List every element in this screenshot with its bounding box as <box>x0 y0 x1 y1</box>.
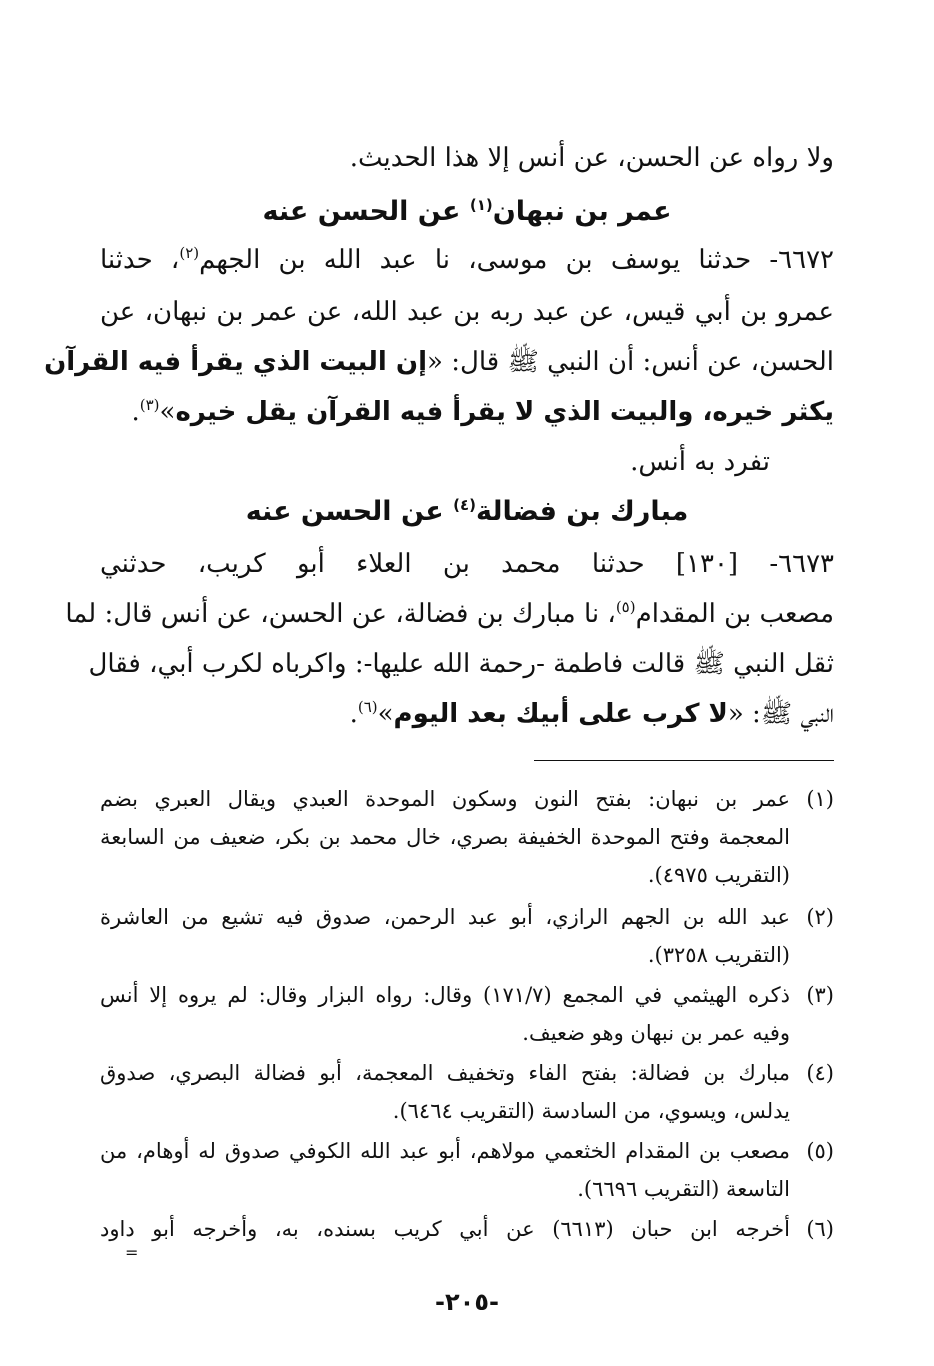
continuation-mark: = <box>125 1243 139 1262</box>
footnote-5 <box>100 1132 834 1208</box>
quote-close: » <box>377 699 394 729</box>
footnote-1 <box>100 780 834 894</box>
footnote-ref: (٣) <box>139 396 160 414</box>
footnote-separator <box>534 760 834 761</box>
footnote-number: (٤) <box>806 1061 834 1085</box>
footnote-4 <box>100 1054 834 1130</box>
text-segment: . <box>131 397 140 427</box>
text-segment: . <box>349 699 358 729</box>
text-line <box>100 390 834 434</box>
footnote-ref: (١) <box>469 196 493 214</box>
text-line <box>100 440 834 484</box>
footnote-line: التاسعة (التقريب ٦٦٩٦). <box>577 1177 790 1201</box>
text-segment: ، نا مبارك بن فضالة، عن الحسن، عن أنس قال: لما <box>65 599 616 629</box>
footnote-line: وفيه عمر بن نبهان وهو ضعيف. <box>522 1021 790 1045</box>
text-line <box>88 642 834 686</box>
footnote-ref: (٦) <box>357 698 378 716</box>
hadith-text-bold: يكثر خيره، والبيت الذي لا يقرأ فيه القرآن يقل خيره <box>175 397 834 427</box>
text-segment: ، حدثنا <box>100 245 180 275</box>
text-segment: عمرو بن أبي قيس، عن عبد ربه بن عبد الله، عن عمر بن نبهان، عن <box>100 297 834 327</box>
text-segment: الحسن، عن أنس: أن النبي ﷺ قال: « <box>427 347 834 377</box>
footnote-number: (٦) <box>806 1217 834 1241</box>
text-line <box>100 238 834 282</box>
footnote-line: عمر بن نبهان: بفتح النون وسكون الموحدة العبدي ويقال العبري بضم <box>100 787 790 811</box>
footnote-number: (١) <box>806 787 834 811</box>
text-line <box>100 136 834 180</box>
footnote-2 <box>100 898 834 974</box>
page-number: -٢٠٥- <box>435 1288 499 1316</box>
section-heading-omar-bin-nabhan <box>100 190 834 234</box>
footnote-ref: (٥) <box>615 598 636 616</box>
heading-text-after: عن الحسن عنه <box>245 496 454 527</box>
text-line <box>100 692 834 736</box>
text-line-content: ولا رواه عن الحسن، عن أنس إلا هذا الحديث. <box>349 143 834 173</box>
footnote-ref: (٤) <box>453 496 476 514</box>
hadith-text-bold: إن البيت الذي يقرأ فيه القرآن <box>44 347 428 377</box>
footnote-line: يدلس، ويسوي، من السادسة (التقريب ٦٤٦٤). <box>392 1099 790 1123</box>
quote-close: » <box>159 397 176 427</box>
section-heading-mubarak-bin-fadala <box>100 490 834 534</box>
footnote-line: (التقريب ٤٩٧٥). <box>647 863 790 887</box>
footnote-number: (٢) <box>806 905 834 929</box>
text-line <box>65 592 834 636</box>
text-segment: تفرد به أنس. <box>630 447 770 477</box>
footnote-6 <box>100 1210 834 1248</box>
text-segment: ٦٦٧٢- حدثنا يوسف بن موسى، نا عبد الله بن الجهم <box>199 245 834 275</box>
footnote-line: ذكره الهيثمي في المجمع (١٧١/٧) وقال: رواه البزار وقال: لم يروه إلا أنس <box>100 983 790 1007</box>
text-line <box>100 542 834 586</box>
footnote-line: أخرجه ابن حبان (٦٦١٣) عن أبي كريب بسنده، به، وأخرجه أبو داود <box>100 1217 790 1241</box>
text-segment: ٦٦٧٣- [١٣٠] حدثنا محمد بن العلاء أبو كريب، حدثني <box>100 549 835 579</box>
hadith-text-bold: لا كرب على أبيك بعد اليوم <box>393 699 728 729</box>
footnote-line: (التقريب ٣٢٥٨). <box>647 943 790 967</box>
text-line <box>100 290 834 334</box>
footnote-line: المعجمة وفتح الموحدة الخفيفة بصري، خال محمد بن بكر، ضعيف من السابعة <box>100 825 790 849</box>
heading-text: عمر بن نبهان <box>492 196 672 227</box>
footnote-line: مبارك بن فضالة: بفتح الفاء وتخفيف المعجمة، أبو فضالة البصري، صدوق <box>100 1061 790 1085</box>
heading-text-after: عن الحسن عنه <box>262 196 470 227</box>
footnote-line: عبد الله بن الجهم الرازي، أبو عبد الرحمن، صدوق فيه تشيع من العاشرة <box>100 905 790 929</box>
text-segment: مصعب بن المقدام <box>635 599 834 629</box>
footnote-number: (٣) <box>806 983 834 1007</box>
footnote-line: مصعب بن المقدام الخثعمي مولاهم، أبو عبد الله الكوفي صدوق له أوهام، من <box>100 1139 790 1163</box>
heading-text: مبارك بن فضالة <box>475 496 689 527</box>
text-line <box>44 340 834 384</box>
footnote-number: (٥) <box>806 1139 834 1163</box>
footnote-ref: (٢) <box>179 244 200 262</box>
text-segment: النبي ﷺ: « <box>727 699 834 729</box>
text-segment: ثقل النبي ﷺ قالت فاطمة -رحمة الله عليها-: واكرباه لكرب أبي، فقال <box>88 649 834 679</box>
footnote-3 <box>100 976 834 1052</box>
